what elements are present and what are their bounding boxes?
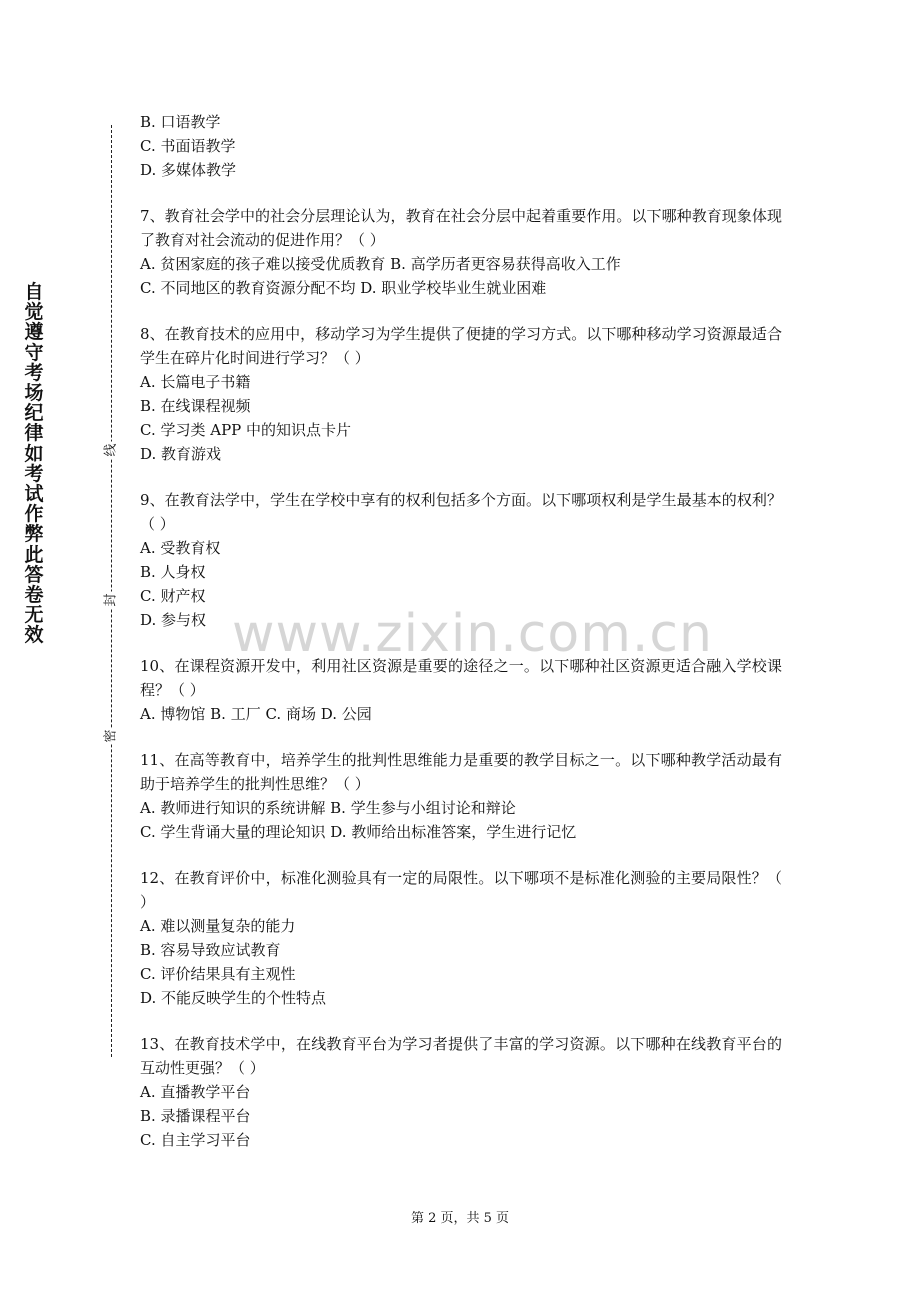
option: B. 口语教学 — [140, 113, 221, 131]
question-13 — [140, 1032, 782, 1152]
option: C. 书面语教学 — [140, 137, 236, 155]
question-11 — [140, 748, 782, 844]
option: B. 录播课程平台 — [140, 1107, 251, 1125]
option: A. 博物馆 B. 工厂 C. 商场 D. 公园 — [140, 705, 372, 723]
option: C. 学习类 APP 中的知识点卡片 — [140, 421, 352, 439]
option: C. 不同地区的教育资源分配不均 D. 职业学校毕业生就业困难 — [140, 279, 547, 297]
option: D. 不能反映学生的个性特点 — [140, 989, 327, 1007]
question-stem: 8、在教育技术的应用中，移动学习为学生提供了便捷的学习方式。以下哪种移动学习资源最适合学生在碎片化时间进行学习？（ ） — [140, 325, 782, 367]
option: B. 人身权 — [140, 563, 206, 581]
page-number: 第 2 页，共 5 页 — [410, 1211, 510, 1226]
question-stem: 10、在课程资源开发中，利用社区资源是重要的途径之一。以下哪种社区资源更适合融入学校课程？（ ） — [140, 657, 782, 699]
option: A. 难以测量复杂的能力 — [140, 917, 296, 935]
option: D. 多媒体教学 — [140, 161, 237, 179]
option: D. 参与权 — [140, 611, 207, 629]
option: B. 容易导致应试教育 — [140, 941, 281, 959]
option: A. 贫困家庭的孩子难以接受优质教育 B. 高学历者更容易获得高收入工作 — [140, 255, 621, 273]
watermark: www.zixin.com.cn — [232, 604, 713, 664]
option: A. 直播教学平台 — [140, 1083, 251, 1101]
binding-mark-line: 线 — [102, 442, 122, 459]
question-12 — [140, 866, 782, 1010]
option: C. 自主学习平台 — [140, 1131, 251, 1149]
option: C. 学生背诵大量的理论知识 D. 教师给出标准答案，学生进行记忆 — [140, 823, 577, 841]
option: B. 在线课程视频 — [140, 397, 251, 415]
question-stem: 12、在教育评价中，标准化测验具有一定的局限性。以下哪项不是标准化测验的主要局限性？（ ） — [140, 869, 782, 911]
option: D. 教育游戏 — [140, 445, 222, 463]
leading-options — [140, 110, 782, 182]
binding-mark-seal: 封 — [102, 592, 122, 609]
question-10 — [140, 654, 782, 726]
question-7 — [140, 204, 782, 300]
question-list — [140, 110, 782, 1152]
question-stem: 7、教育社会学中的社会分层理论认为，教育在社会分层中起着重要作用。以下哪种教育现象体现了教育对社会流动的促进作用？（ ） — [140, 207, 782, 249]
question-stem: 13、在教育技术学中，在线教育平台为学习者提供了丰富的学习资源。以下哪种在线教育平台的互动性更强？（ ） — [140, 1035, 782, 1077]
question-stem: 9、在教育法学中，学生在学校中享有的权利包括多个方面。以下哪项权利是学生最基本的权利？（ ） — [140, 491, 782, 533]
question-9 — [140, 488, 782, 632]
option: A. 受教育权 — [140, 539, 221, 557]
exam-discipline-notice: 自觉遵守考场纪律如考试作弊此答卷无效 — [24, 281, 44, 647]
option: C. 评价结果具有主观性 — [140, 965, 296, 983]
option: C. 财产权 — [140, 587, 206, 605]
option: A. 长篇电子书籍 — [140, 373, 251, 391]
question-8 — [140, 322, 782, 466]
question-stem: 11、在高等教育中，培养学生的批判性思维能力是重要的教学目标之一。以下哪种教学活动最有助于培养学生的批判性思维？（ ） — [140, 751, 782, 793]
option: A. 教师进行知识的系统讲解 B. 学生参与小组讨论和辩论 — [140, 799, 516, 817]
binding-mark-secret: 密 — [102, 728, 122, 745]
